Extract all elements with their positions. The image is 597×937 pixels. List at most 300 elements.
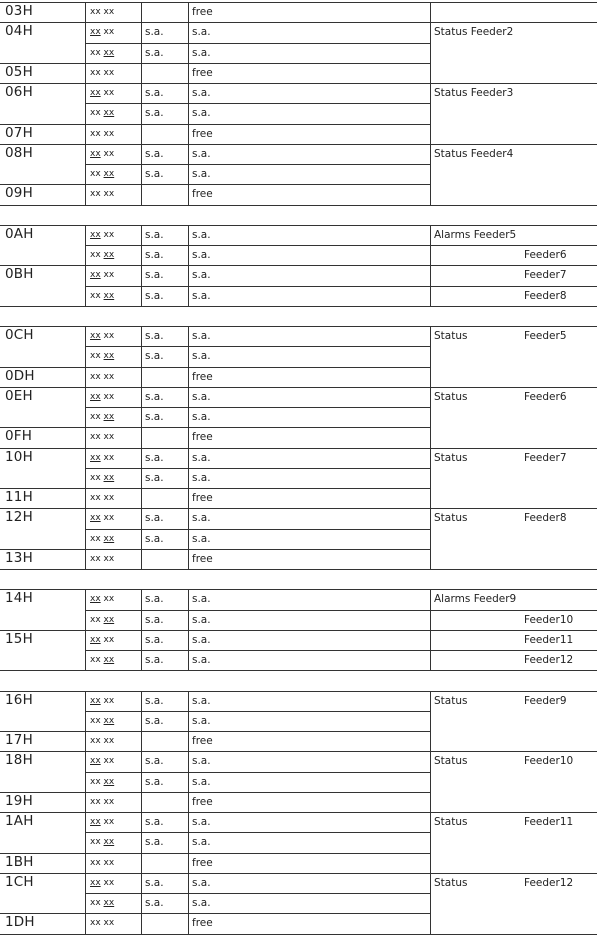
byte-low: xx — [103, 371, 115, 382]
desc-col-line — [188, 2, 189, 23]
sa-label-col2: s.a. — [192, 876, 211, 889]
free-label: free — [192, 431, 213, 444]
sa-label-col1: s.a. — [145, 228, 164, 241]
byte-low: xx — [103, 432, 115, 443]
row-line — [0, 488, 430, 489]
sa-label-col2: s.a. — [192, 26, 211, 39]
row-line — [0, 367, 430, 368]
bytes-col-line — [85, 589, 86, 671]
sub-row-line — [85, 832, 430, 833]
sa-label-col1: s.a. — [145, 512, 164, 525]
byte-pattern — [90, 795, 114, 809]
sa-label-col2: s.a. — [192, 532, 211, 545]
sa-label-col2: s.a. — [192, 228, 211, 241]
byte-low: xx — [103, 250, 115, 261]
status-description: Status — [434, 390, 468, 403]
sa-label-col2: s.a. — [192, 593, 211, 606]
sa-label-col1: s.a. — [145, 168, 164, 180]
sa-label-col1: s.a. — [145, 289, 164, 302]
byte-high: xx — [90, 331, 101, 342]
byte-pattern — [90, 511, 114, 525]
byte-pattern — [90, 289, 114, 303]
byte-pattern — [90, 714, 114, 728]
byte-low: xx — [103, 533, 115, 544]
byte-pattern — [90, 46, 114, 60]
register-address: 08H — [5, 144, 33, 161]
feeder-label: Feeder6 — [524, 390, 567, 403]
sub-row-line — [85, 346, 430, 347]
byte-high: xx — [90, 88, 101, 98]
byte-low: xx — [103, 614, 115, 625]
byte-pattern — [90, 876, 114, 890]
right-col-line — [430, 589, 431, 671]
free-label: free — [192, 492, 213, 505]
byte-high: xx — [90, 351, 101, 362]
sub-row-line — [85, 468, 430, 469]
feeder-label: Feeder5 — [524, 330, 567, 343]
row-line — [0, 124, 430, 125]
row-line — [0, 792, 430, 793]
byte-pattern — [90, 896, 114, 910]
status-description: Status — [434, 512, 468, 525]
byte-high: xx — [90, 493, 101, 504]
byte-pattern — [90, 653, 114, 667]
byte-low: xx — [103, 736, 115, 747]
sa-label-col2: s.a. — [192, 613, 211, 626]
sa-label-col1: s.a. — [145, 755, 164, 768]
byte-high: xx — [90, 290, 101, 301]
sub-row-line — [85, 164, 430, 165]
byte-pattern — [90, 856, 114, 870]
desc-col-line — [188, 326, 189, 570]
byte-low: xx — [103, 513, 115, 524]
feeder-label: Feeder11 — [524, 816, 574, 829]
right-col-line — [430, 2, 431, 23]
sa-label-col1: s.a. — [145, 876, 164, 889]
row-line — [0, 751, 597, 752]
byte-pattern — [90, 694, 114, 708]
block-top-line — [0, 589, 597, 590]
byte-high: xx — [90, 655, 101, 666]
byte-high: xx — [90, 47, 101, 58]
byte-low: xx — [103, 857, 115, 868]
byte-high: xx — [90, 371, 101, 382]
sa-label-col2: s.a. — [192, 249, 211, 262]
feeder-label: Feeder8 — [524, 289, 567, 302]
sa-col-line — [141, 691, 142, 935]
byte-low: xx — [103, 88, 115, 98]
sa-label-col2: s.a. — [192, 411, 211, 424]
sa-label-col1: s.a. — [145, 451, 164, 464]
byte-low: xx — [103, 452, 115, 463]
byte-pattern — [90, 5, 114, 19]
row-line — [0, 873, 597, 874]
sa-label-col1: s.a. — [145, 107, 164, 120]
byte-pattern — [90, 916, 114, 930]
byte-low: xx — [103, 796, 115, 807]
sa-col-line — [141, 2, 142, 23]
byte-high: xx — [90, 128, 101, 139]
byte-pattern — [90, 633, 114, 647]
byte-low: xx — [103, 898, 115, 909]
sa-label-col2: s.a. — [192, 694, 211, 707]
byte-high: xx — [90, 614, 101, 625]
byte-high: xx — [90, 432, 101, 443]
right-col-line — [430, 225, 431, 307]
register-address: 0FH — [5, 428, 33, 445]
sa-label-col2: s.a. — [192, 897, 211, 910]
register-address: 0CH — [5, 327, 34, 344]
byte-low: xx — [103, 837, 115, 848]
sa-label-col2: s.a. — [192, 836, 211, 849]
byte-low: xx — [103, 695, 115, 706]
feeder-label: Feeder11 — [524, 633, 574, 646]
byte-pattern — [90, 491, 114, 505]
status-description: Status Feeder2 — [434, 26, 514, 39]
byte-pattern — [90, 613, 114, 627]
right-col-line — [430, 691, 431, 935]
byte-low: xx — [103, 148, 115, 159]
byte-high: xx — [90, 918, 101, 929]
byte-low: xx — [103, 169, 115, 179]
byte-low: xx — [103, 331, 115, 342]
byte-pattern — [90, 835, 114, 849]
byte-low: xx — [103, 756, 115, 767]
byte-high: xx — [90, 533, 101, 544]
sa-label-col1: s.a. — [145, 654, 164, 667]
sa-label-col2: s.a. — [192, 168, 211, 180]
byte-pattern — [90, 592, 114, 606]
row-line — [0, 934, 597, 935]
byte-low: xx — [103, 290, 115, 301]
desc-col-line — [188, 225, 189, 307]
sa-label-col1: s.a. — [145, 836, 164, 849]
byte-pattern — [90, 370, 114, 384]
free-label: free — [192, 188, 213, 201]
register-address: 14H — [5, 590, 33, 607]
bytes-col-line — [85, 225, 86, 307]
status-description: Status — [434, 451, 468, 464]
byte-pattern — [90, 228, 114, 242]
feeder-label: Feeder6 — [524, 249, 567, 262]
row-line — [0, 853, 430, 854]
byte-high: xx — [90, 169, 101, 179]
free-label: free — [192, 856, 213, 869]
byte-low: xx — [103, 229, 115, 240]
sa-label-col2: s.a. — [192, 816, 211, 829]
sa-label-col1: s.a. — [145, 87, 164, 99]
feeder-label: Feeder10 — [524, 755, 574, 768]
byte-pattern — [90, 451, 114, 465]
byte-low: xx — [103, 918, 115, 929]
byte-pattern — [90, 127, 114, 141]
byte-high: xx — [90, 148, 101, 159]
byte-high: xx — [90, 776, 101, 787]
byte-pattern — [90, 552, 114, 566]
block-top-line — [0, 2, 597, 3]
byte-pattern — [90, 25, 114, 39]
register-address: 15H — [5, 630, 33, 647]
byte-high: xx — [90, 7, 101, 17]
byte-pattern — [90, 390, 114, 404]
row-line — [0, 549, 430, 550]
byte-pattern — [90, 430, 114, 444]
sa-label-col1: s.a. — [145, 694, 164, 707]
row-line — [0, 670, 597, 671]
row-line — [0, 913, 430, 914]
byte-high: xx — [90, 857, 101, 868]
sub-row-line — [85, 245, 597, 246]
bytes-col-line — [85, 326, 86, 570]
sa-label-col2: s.a. — [192, 350, 211, 363]
byte-low: xx — [103, 493, 115, 504]
register-address: 11H — [5, 489, 33, 506]
sa-col-line — [141, 225, 142, 307]
byte-low: xx — [103, 351, 115, 362]
feeder-label: Feeder9 — [524, 694, 567, 707]
block-top-line — [0, 22, 597, 23]
sub-row-line — [85, 893, 430, 894]
bytes-col-line — [85, 691, 86, 935]
free-label: free — [192, 917, 213, 930]
byte-low: xx — [103, 67, 115, 78]
right-col-line — [430, 22, 431, 205]
byte-high: xx — [90, 877, 101, 888]
status-description: Status — [434, 816, 468, 829]
free-label: free — [192, 370, 213, 383]
sa-col-line — [141, 22, 142, 205]
byte-low: xx — [103, 877, 115, 888]
sub-row-line — [85, 43, 430, 44]
byte-low: xx — [103, 715, 115, 726]
row-line — [0, 184, 430, 185]
feeder-label: Feeder8 — [524, 512, 567, 525]
desc-col-line — [188, 691, 189, 935]
sub-row-line — [85, 286, 597, 287]
byte-low: xx — [103, 47, 115, 58]
feeder-label: Feeder10 — [524, 613, 574, 626]
register-address: 0DH — [5, 367, 35, 384]
free-label: free — [192, 552, 213, 565]
register-address: 12H — [5, 509, 33, 526]
register-address: 04H — [5, 23, 33, 40]
sa-label-col2: s.a. — [192, 107, 211, 120]
status-description: Status — [434, 330, 468, 343]
byte-pattern — [90, 734, 114, 748]
sa-label-col1: s.a. — [145, 26, 164, 39]
feeder-label: Feeder7 — [524, 269, 567, 282]
sa-label-col1: s.a. — [145, 816, 164, 829]
sa-label-col2: s.a. — [192, 471, 211, 484]
sa-label-col2: s.a. — [192, 755, 211, 768]
sub-row-line — [85, 103, 430, 104]
row-line — [0, 630, 597, 631]
byte-low: xx — [103, 27, 115, 38]
row-line — [0, 387, 597, 388]
byte-low: xx — [103, 270, 115, 281]
byte-pattern — [90, 329, 114, 343]
sa-label-col1: s.a. — [145, 714, 164, 727]
register-address: 18H — [5, 752, 33, 769]
row-line — [0, 427, 430, 428]
byte-pattern — [90, 815, 114, 829]
byte-pattern — [90, 86, 114, 100]
row-line — [0, 569, 597, 570]
byte-pattern — [90, 410, 114, 424]
byte-high: xx — [90, 594, 101, 605]
register-address: 1AH — [5, 813, 34, 830]
sub-row-line — [85, 529, 430, 530]
register-address: 19H — [5, 792, 33, 809]
sa-label-col1: s.a. — [145, 411, 164, 424]
row-line — [0, 63, 430, 64]
block-top-line — [0, 691, 597, 692]
sa-label-col2: s.a. — [192, 390, 211, 403]
register-address: 1CH — [5, 873, 34, 890]
byte-low: xx — [103, 634, 115, 645]
block-top-line — [0, 225, 597, 226]
sa-label-col2: s.a. — [192, 451, 211, 464]
row-line — [0, 508, 597, 509]
byte-pattern — [90, 106, 114, 120]
feeder-label: Feeder12 — [524, 876, 574, 889]
register-address: 10H — [5, 448, 33, 465]
sa-label-col2: s.a. — [192, 654, 211, 667]
byte-high: xx — [90, 229, 101, 240]
byte-high: xx — [90, 270, 101, 281]
sa-label-col1: s.a. — [145, 269, 164, 282]
free-label: free — [192, 6, 213, 18]
status-description: Status — [434, 755, 468, 768]
byte-pattern — [90, 471, 114, 485]
byte-high: xx — [90, 189, 101, 200]
sa-label-col2: s.a. — [192, 147, 211, 160]
sa-label-col1: s.a. — [145, 593, 164, 606]
sa-label-col1: s.a. — [145, 330, 164, 343]
byte-low: xx — [103, 472, 115, 483]
row-line — [0, 83, 597, 84]
status-description: Status Feeder4 — [434, 147, 514, 160]
byte-high: xx — [90, 250, 101, 261]
byte-pattern — [90, 532, 114, 546]
row-line — [0, 144, 597, 145]
byte-high: xx — [90, 634, 101, 645]
bytes-col-line — [85, 22, 86, 205]
byte-low: xx — [103, 391, 115, 402]
byte-pattern — [90, 147, 114, 161]
byte-pattern — [90, 349, 114, 363]
sub-row-line — [85, 610, 597, 611]
byte-low: xx — [103, 189, 115, 200]
byte-high: xx — [90, 837, 101, 848]
byte-low: xx — [103, 655, 115, 666]
sa-label-col1: s.a. — [145, 613, 164, 626]
sa-label-col1: s.a. — [145, 390, 164, 403]
byte-pattern — [90, 66, 114, 80]
sa-label-col2: s.a. — [192, 46, 211, 59]
byte-high: xx — [90, 472, 101, 483]
sa-col-line — [141, 589, 142, 671]
sa-label-col2: s.a. — [192, 714, 211, 727]
byte-high: xx — [90, 817, 101, 828]
sa-label-col2: s.a. — [192, 330, 211, 343]
sa-label-col2: s.a. — [192, 289, 211, 302]
register-address: 05H — [5, 63, 33, 80]
byte-high: xx — [90, 67, 101, 78]
free-label: free — [192, 127, 213, 140]
byte-low: xx — [103, 7, 115, 17]
byte-low: xx — [103, 817, 115, 828]
status-description: Status — [434, 876, 468, 889]
free-label: free — [192, 66, 213, 79]
byte-high: xx — [90, 695, 101, 706]
bytes-col-line — [85, 2, 86, 23]
block-top-line — [0, 326, 597, 327]
register-address: 16H — [5, 691, 33, 708]
sa-label-col2: s.a. — [192, 269, 211, 282]
row-line — [0, 205, 597, 206]
feeder-label: Feeder7 — [524, 451, 567, 464]
free-label: free — [192, 735, 213, 748]
byte-pattern — [90, 754, 114, 768]
sa-label-col1: s.a. — [145, 249, 164, 262]
byte-high: xx — [90, 553, 101, 564]
register-address: 1BH — [5, 853, 34, 870]
byte-high: xx — [90, 452, 101, 463]
register-address: 1DH — [5, 914, 35, 931]
desc-col-line — [188, 589, 189, 671]
right-col-line — [430, 326, 431, 570]
sa-label-col1: s.a. — [145, 633, 164, 646]
register-address: 07H — [5, 124, 33, 141]
sub-row-line — [85, 772, 430, 773]
byte-pattern — [90, 167, 114, 181]
byte-pattern — [90, 268, 114, 282]
byte-high: xx — [90, 756, 101, 767]
sa-label-col1: s.a. — [145, 147, 164, 160]
register-address: 17H — [5, 732, 33, 749]
sub-row-line — [85, 407, 430, 408]
sa-label-col2: s.a. — [192, 87, 211, 99]
byte-high: xx — [90, 27, 101, 38]
alarms-description: Alarms Feeder9 — [434, 593, 517, 606]
byte-high: xx — [90, 898, 101, 909]
register-address: 0AH — [5, 225, 34, 242]
register-address: 09H — [5, 185, 33, 202]
register-address: 03H — [5, 3, 33, 19]
register-address: 13H — [5, 549, 33, 566]
alarms-description: Alarms Feeder5 — [434, 228, 517, 241]
byte-low: xx — [103, 594, 115, 605]
register-address: 06H — [5, 84, 33, 100]
sa-label-col1: s.a. — [145, 46, 164, 59]
register-address: 0EH — [5, 387, 33, 404]
row-line — [0, 731, 430, 732]
byte-pattern — [90, 187, 114, 201]
sa-label-col2: s.a. — [192, 512, 211, 525]
byte-pattern — [90, 775, 114, 789]
byte-high: xx — [90, 715, 101, 726]
sa-label-col1: s.a. — [145, 775, 164, 788]
sa-label-col2: s.a. — [192, 775, 211, 788]
sa-label-col1: s.a. — [145, 897, 164, 910]
row-line — [0, 448, 597, 449]
byte-low: xx — [103, 776, 115, 787]
sub-row-line — [85, 650, 597, 651]
byte-high: xx — [90, 108, 101, 119]
sa-label-col1: s.a. — [145, 532, 164, 545]
byte-high: xx — [90, 513, 101, 524]
